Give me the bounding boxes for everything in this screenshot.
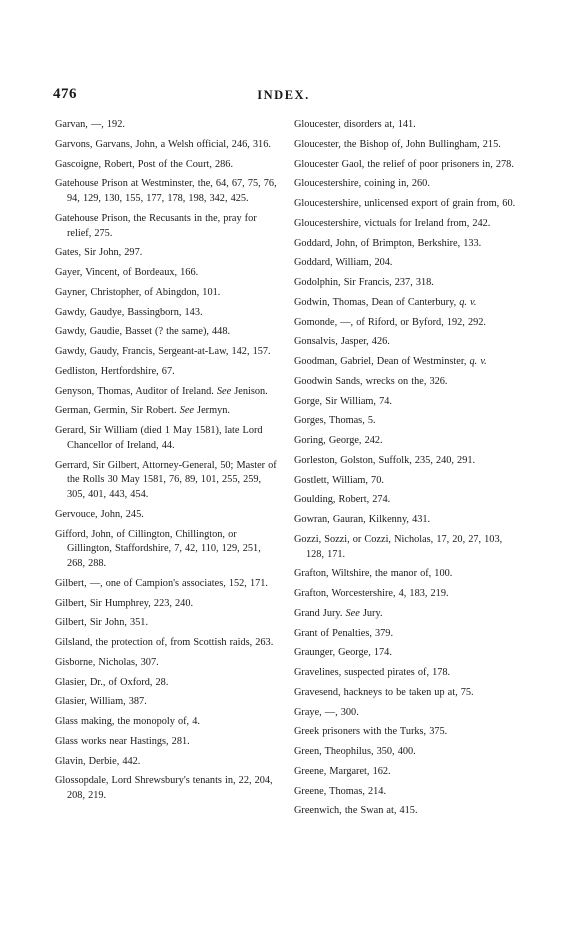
index-entry-text: Glavin, Derbie, 442.	[55, 755, 141, 767]
index-entry-text: Gawdy, Gaudye, Bassingborn, 143.	[55, 306, 203, 318]
index-entry	[55, 715, 280, 730]
index-entry-text: Gloucester, the Bishop of, John Bullingham, 215.	[294, 138, 501, 150]
index-entry-text: Grafton, Wiltshire, the manor of, 100.	[294, 568, 453, 580]
cross-reference-target: Jenison.	[231, 385, 268, 397]
index-entry	[55, 755, 280, 770]
index-entry-text: Goodman, Gabriel, Dean of Westminster,	[294, 356, 467, 367]
index-entry	[294, 414, 520, 429]
index-entry-text: Garvan, —, 192.	[55, 119, 125, 130]
index-entry-text: Gloucestershire, unlicensed export of grain from, 60.	[294, 198, 516, 209]
index-entry-text: Goodwin Sands, wrecks on the, 326.	[294, 375, 448, 387]
index-entry-text: Gozzi, Sozzi, or Cozzi, Nicholas, 17, 20, 27, 103, 128, 171.	[294, 533, 503, 560]
index-entry-text: Gisborne, Nicholas, 307.	[55, 656, 159, 668]
index-entry	[294, 627, 520, 642]
cross-reference-target: Jermyn.	[193, 405, 230, 417]
index-entry-text: Grafton, Worcestershire, 4, 183, 219.	[294, 588, 449, 599]
index-entry-text: Greene, Thomas, 214.	[294, 785, 387, 797]
index-entry	[55, 424, 280, 454]
index-entry	[55, 695, 280, 710]
index-entry-text: Gifford, John, of Cillington, Chillington, or Gillington, Staffordshire, 7, 42, 110, 129, 251, 268, 288.	[55, 528, 261, 569]
index-entry	[55, 246, 280, 261]
index-entry	[294, 197, 520, 212]
index-entry	[294, 217, 520, 232]
index-entry-text: Goddard, John, of Brimpton, Berkshire, 133.	[294, 237, 482, 249]
index-entry	[294, 607, 520, 622]
index-entry	[55, 118, 280, 133]
index-entry	[294, 567, 520, 582]
index-entry-text: Goddard, William, 204.	[294, 257, 393, 269]
index-entry-text: Gorleston, Golston, Suffolk, 235, 240, 291.	[294, 454, 476, 466]
index-entry-text: Gervouce, John, 245.	[55, 508, 144, 520]
index-entry-text: Gatehouse Prison, the Recusants in the, pray for relief, 275.	[55, 212, 257, 239]
index-entry	[294, 587, 520, 602]
index-entry	[294, 335, 520, 350]
index-entry	[55, 508, 280, 523]
page-header	[0, 86, 567, 106]
index-entry	[294, 646, 520, 661]
index-entry-text: Green, Theophilus, 350, 400.	[294, 746, 416, 757]
cross-reference: q. v.	[469, 356, 487, 367]
index-entry	[294, 138, 520, 153]
index-entry-text: Gravelines, suspected pirates of, 178.	[294, 667, 451, 678]
page-number: 476	[53, 86, 77, 102]
index-entry	[294, 316, 520, 331]
index-entry-text: Greene, Margaret, 162.	[294, 765, 391, 777]
index-entry	[55, 177, 280, 207]
index-entry-text: Godwin, Thomas, Dean of Canterbury,	[294, 296, 457, 308]
index-entry	[55, 656, 280, 671]
index-entry	[55, 306, 280, 321]
index-entry-text: Gedliston, Hertfordshire, 67.	[55, 365, 175, 377]
index-entry-text: Glossopdale, Lord Shrewsbury's tenants in, 22, 204, 208, 219.	[55, 775, 273, 801]
index-entry	[55, 345, 280, 360]
index-entry-text: Goring, George, 242.	[294, 435, 383, 446]
index-entry	[55, 636, 280, 651]
index-entry	[294, 395, 520, 410]
index-entry-text: Godolphin, Sir Francis, 237, 318.	[294, 277, 434, 288]
index-entry	[294, 158, 520, 173]
index-entry-text: Gloucester, disorders at, 141.	[294, 119, 416, 130]
index-entry	[294, 725, 520, 740]
index-entry-text: Gorge, Sir William, 74.	[294, 395, 392, 407]
index-entry-text: Greek prisoners with the Turks, 375.	[294, 726, 448, 738]
index-entry	[294, 804, 520, 819]
index-entry	[294, 785, 520, 800]
index-entry-text: Grant of Penalties, 379.	[294, 627, 394, 639]
index-entry	[55, 774, 280, 804]
index-entry-text: Gostlett, William, 70.	[294, 474, 384, 486]
index-entry	[55, 286, 280, 301]
index-entry	[55, 459, 280, 503]
index-entry	[55, 577, 280, 592]
index-entry	[294, 686, 520, 701]
index-entry-text: Gilsland, the protection of, from Scottish raids, 263.	[55, 637, 274, 648]
index-entry	[294, 745, 520, 760]
index-entry	[294, 513, 520, 528]
index-entry-text: Glass works near Hastings, 281.	[55, 735, 190, 747]
index-entry-text: Gilbert, Sir Humphrey, 223, 240.	[55, 597, 194, 609]
index-entry	[294, 474, 520, 489]
index-entry-text: Graye, —, 300.	[294, 706, 359, 718]
index-entry-text: Grand Jury.	[294, 607, 343, 619]
index-entry	[294, 118, 520, 133]
index-entry-text: Gilbert, —, one of Campion's associates, 152, 171.	[55, 577, 268, 589]
index-entry-text: Goulding, Robert, 274.	[294, 494, 391, 506]
index-entry-text: Genyson, Thomas, Auditor of Ireland.	[55, 385, 214, 397]
index-entry-text: Gerard, Sir William (died 1 May 1581), late Lord Chancellor of Ireland, 44.	[55, 425, 263, 451]
index-entry	[55, 597, 280, 612]
cross-reference: See	[345, 607, 360, 619]
page-title: INDEX.	[257, 88, 310, 102]
index-entry	[55, 528, 280, 572]
index-entry	[294, 454, 520, 469]
index-entry	[294, 434, 520, 449]
right-index-column	[294, 118, 520, 824]
index-entry-text: Gates, Sir John, 297.	[55, 247, 143, 259]
index-entry	[294, 355, 520, 370]
index-entry	[294, 765, 520, 780]
index-entry	[294, 276, 520, 291]
index-entry	[294, 666, 520, 681]
index-entry-text: Gloucestershire, coining in, 260.	[294, 178, 430, 190]
index-entry	[294, 256, 520, 271]
index-entry	[55, 266, 280, 281]
index-entry-text: Greenwich, the Swan at, 415.	[294, 805, 418, 817]
index-entry	[55, 158, 280, 173]
index-entry-text: Graunger, George, 174.	[294, 647, 392, 659]
index-entry-text: Gayner, Christopher, of Abingdon, 101.	[55, 286, 221, 298]
index-entry	[55, 676, 280, 691]
index-entry-text: Gerrard, Sir Gilbert, Attorney-General, 50; Master of the Rolls 30 May 1581, 76, 89, 101, 255, 259, 305, 401, 443, 454.	[55, 459, 277, 500]
index-entry-text: Gatehouse Prison at Westminster, the, 64, 67, 75, 76, 94, 129, 130, 155, 177, 178, 198, 342, 425.	[55, 178, 277, 204]
index-entry-text: German, Germin, Sir Robert.	[55, 405, 177, 417]
index-entry-text: Glass making, the monopoly of, 4.	[55, 716, 200, 727]
index-entry-text: Gowran, Gauran, Kilkenny, 431.	[294, 514, 431, 525]
cross-reference-target: Jury.	[359, 607, 383, 619]
index-entry-text: Gravesend, hackneys to be taken up at, 75.	[294, 686, 474, 698]
index-entry	[55, 212, 280, 242]
index-entry-text: Gomonde, —, of Riford, or Byford, 192, 292.	[294, 316, 486, 328]
index-entry	[294, 706, 520, 721]
index-entry-text: Glasier, William, 387.	[55, 696, 147, 708]
cross-reference: See	[179, 405, 194, 417]
index-entry	[55, 365, 280, 380]
index-entry	[55, 735, 280, 750]
index-entry	[55, 385, 280, 400]
index-entry	[294, 177, 520, 192]
index-entry	[294, 296, 520, 311]
index-entry	[55, 325, 280, 340]
index-entry	[294, 237, 520, 252]
cross-reference: q. v.	[459, 296, 477, 308]
index-entry-text: Gonsalvis, Jasper, 426.	[294, 336, 390, 348]
index-entry-text: Gorges, Thomas, 5.	[294, 415, 376, 427]
index-entry-text: Gawdy, Gaudy, Francis, Sergeant-at-Law, 142, 157.	[55, 346, 271, 357]
index-entry	[55, 616, 280, 631]
index-entry-text: Gawdy, Gaudie, Basset (? the same), 448.	[55, 326, 231, 338]
index-entry	[294, 493, 520, 508]
index-entry	[55, 404, 280, 419]
index-entry-text: Gloucester Gaol, the relief of poor prisoners in, 278.	[294, 158, 514, 170]
index-entry-text: Gayer, Vincent, of Bordeaux, 166.	[55, 267, 199, 278]
index-entry-text: Gloucestershire, victuals for Ireland from, 242.	[294, 217, 491, 229]
cross-reference: See	[216, 385, 232, 397]
index-entry	[294, 375, 520, 390]
index-entry	[294, 533, 520, 563]
index-entry-text: Gascoigne, Robert, Post of the Court, 286.	[55, 158, 234, 170]
index-entry-text: Garvons, Garvans, John, a Welsh official, 246, 316.	[55, 138, 271, 150]
index-entry	[55, 138, 280, 153]
index-entry-text: Glasier, Dr., of Oxford, 28.	[55, 676, 169, 688]
index-entry-text: Gilbert, Sir John, 351.	[55, 617, 149, 629]
left-index-column	[55, 118, 280, 809]
